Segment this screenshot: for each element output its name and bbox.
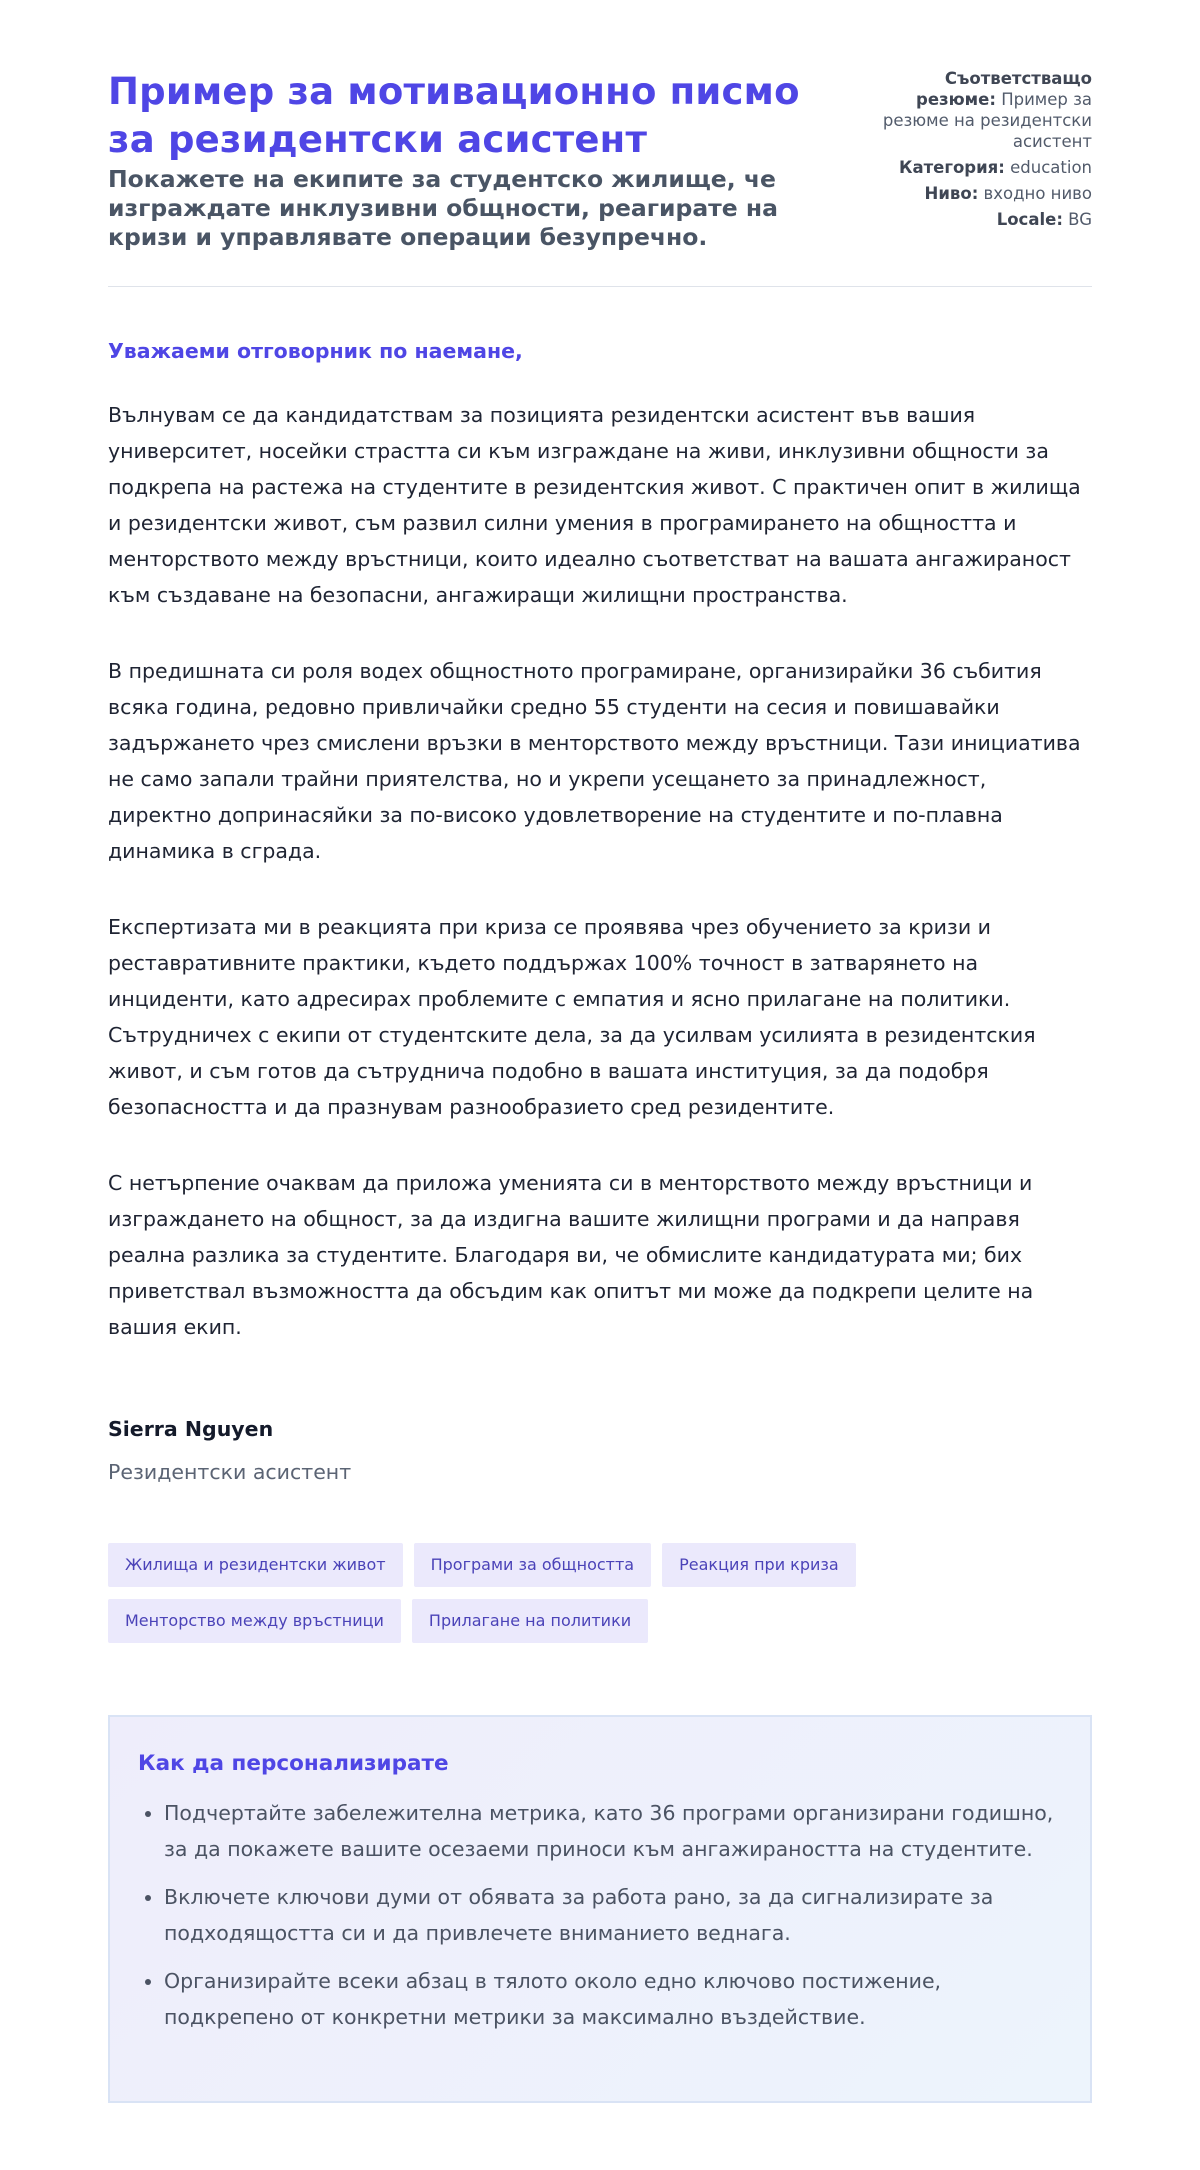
meta-resume <box>867 68 1092 152</box>
page-subtitle: Покажете на екипите за студентско жилище, че изграждате инклузивни общности, реагирате на кризи и управлявате операции безупречно. <box>108 165 779 251</box>
meta-resume-label: Съответстващо резюме: <box>916 69 1092 109</box>
letter-paragraph: Вълнувам се да кандидатствам за позицията резидентски асистент във вашия университет, носейки страстта си към изграждане на живи, инклузивни общности за подкрепа на растежа на студентите в резидентския живот. С практичен опит в жилища и резидентски живот, съм развил силни умения в програмирането на общността и менторството между връстници, които идеално съответстват на вашата ангажираност към създаване на безопасни, ангажиращи жилищни пространства. <box>108 403 1081 607</box>
signature-role: Резидентски асистент <box>108 1460 352 1484</box>
skill-tag: Прилагане на политики <box>412 1599 648 1643</box>
skill-tag: Реакция при криза <box>662 1543 856 1587</box>
skill-tag: Менторство между връстници <box>108 1599 401 1643</box>
letter-paragraph: Експертизата ми в реакцията при криза се проявява чрез обучението за кризи и реставративните практики, където поддържах 100% точност в затварянето на инциденти, като адресирах проблемите с емпатия и ясно прилагане на политики. Сътрудничех с екипи от студентските дела, за да усилвам усилията в резидентския живот, и съм готов да сътруднича подобно в вашата институция, за да подобря безопасността и да празнувам разнообразието сред резидентите. <box>108 915 1036 1119</box>
skill-tag: Програми за общността <box>414 1543 652 1587</box>
customization-tips <box>108 1715 1092 2103</box>
letter-paragraph: С нетърпение очаквам да приложа уменията си в менторството между връстници и изграждането на общност, за да издигна вашите жилищни програми и да направя реална разлика за студентите. Благодаря ви, че обмислите кандидатурата ми; бих приветствал възможността да обсъдим как опитът ми може да подкрепи целите на вашия екип. <box>108 1171 1034 1339</box>
tips-list <box>138 1795 1062 2035</box>
signature-name: Sierra Nguyen <box>108 1417 274 1441</box>
meta-locale <box>867 209 1092 230</box>
tip-item: • Подчертайте забележителна метрика, като 36 програми организирани годишно, за да покажете вашите осезаеми приноси към ангажираността на студентите. <box>164 1795 1062 1867</box>
meta-category-label: Категория: <box>898 158 1005 177</box>
meta-level <box>867 183 1092 204</box>
signature <box>108 1415 1092 1486</box>
meta-category <box>867 157 1092 178</box>
skill-tags <box>108 1543 938 1643</box>
meta-locale-label: Locale: <box>996 210 1063 229</box>
meta-category-value: education <box>1010 158 1092 177</box>
meta-resume-value: Пример за резюме на резидентски асистент <box>882 90 1092 151</box>
skill-tag: Жилища и резидентски живот <box>108 1543 403 1587</box>
tip-item: • Включете ключови думи от обявата за работа рано, за да сигнализирате за подходящостта си и да привлечете вниманието веднага. <box>164 1879 1062 1951</box>
tips-title: Как да персонализирате <box>138 1751 449 1776</box>
letter-body <box>108 337 1092 1486</box>
page-title: Пример за мотивационно писмо за резидентски асистент <box>108 70 800 161</box>
letter-paragraph: В предишната си роля водех общностното програмиране, организирайки 36 събития всяка година, редовно привличайки средно 55 студенти на сесия и повишавайки задържането чрез смислени връзки в менторството между връстници. Тази инициатива не само запали трайни приятелства, но и укрепи усещането за принадлежност, директно допринасяйки за по-високо удовлетворение на студентите и по-плавна динамика в сграда. <box>108 659 1081 863</box>
salutation: Уважаеми отговорник по наемане, <box>108 339 523 363</box>
title-block <box>108 68 848 252</box>
meta-level-value: входно ниво <box>983 184 1092 203</box>
meta-locale-value: BG <box>1068 210 1092 229</box>
meta-panel <box>867 68 1092 235</box>
meta-level-label: Ниво: <box>924 184 979 203</box>
tip-item: • Организирайте всеки абзац в тялото около едно ключово постижение, подкрепено от конкретни метрики за максимално въздействие. <box>164 1963 1062 2035</box>
page-header <box>108 68 1092 287</box>
